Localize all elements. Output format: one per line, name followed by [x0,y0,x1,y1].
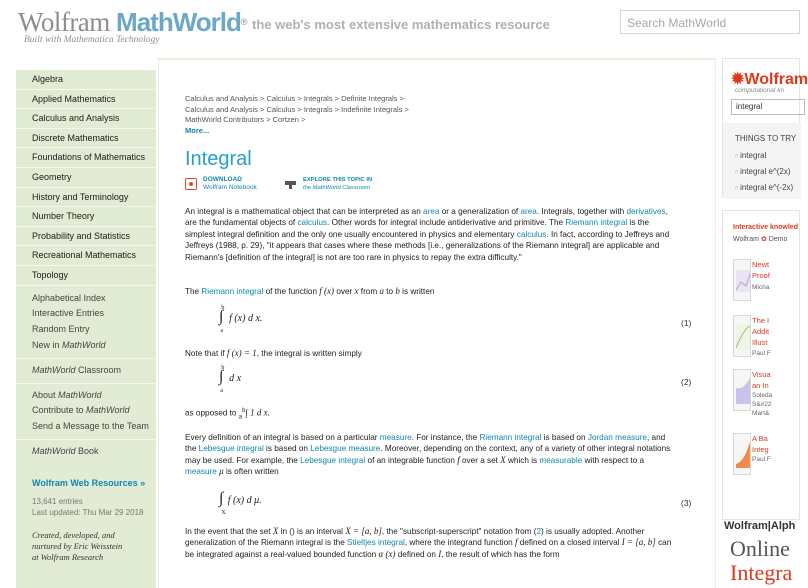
credit-line-3: at Wolfram Research [32,551,104,562]
text: An integral is a mathematical object that can be interpreted as an [185,207,424,216]
link-mathworld-book[interactable] [32,444,156,460]
demo-item[interactable] [733,433,803,481]
integral-heading[interactable]: Integra [730,560,793,585]
download-explore-bar [185,176,485,194]
link-equation-ref[interactable]: 2 [536,527,542,536]
demo-title-line: an In [752,381,769,390]
text: In the event that the set [185,527,273,536]
entries-count: 13,641 entries [32,496,83,506]
classroom-italic: MathWorld [32,364,76,375]
link-about-mathworld[interactable] [32,388,156,404]
sidebar-divider [16,383,156,384]
demo-title-line: The I [752,316,770,325]
nav-topology[interactable]: Topology [16,266,156,286]
text: is based on [541,433,588,442]
demo-author-line: Paul F [752,350,771,357]
new-prefix: New in [32,339,63,350]
try-item-label: integral e^(-2x) [740,183,794,192]
spikey-icon: ✹ [731,71,745,88]
breadcrumb [185,94,409,136]
breadcrumb-more-link[interactable]: More... [185,125,210,135]
right-column [722,58,808,588]
math-interval: X = [a, b] [345,526,382,536]
about-prefix: About [32,389,59,400]
try-item-label: integral e^(2x) [740,167,791,176]
logo-trademark: ® [240,17,248,27]
interactive-knowledge-widget [722,210,800,520]
breadcrumb-line[interactable]: Calculus and Analysis > Calculus > Integrals > Definite Integrals > [185,94,404,103]
text: with respect to a [582,455,645,465]
text: is written [399,287,435,296]
site-header [0,0,800,50]
text: The [185,287,202,296]
about-italic: MathWorld [58,389,102,400]
demonstrations-icon: ✿ [760,236,767,243]
equation-2 [219,364,242,394]
upper-limit: b [221,364,225,371]
download-sublabel[interactable]: Wolfram Notebook [203,184,257,191]
main-content [158,58,716,588]
demo-title-line: Proof [752,271,770,280]
demo-thumbnail [733,259,751,301]
integrand: f (x) d μ. [227,495,262,506]
text: to [383,287,396,296]
link-measure[interactable]: measure [185,467,217,477]
link-wolfram-web-resources[interactable]: Wolfram Web Resources » [32,477,146,488]
demo-thumbnail [733,369,751,411]
site-stats [16,496,156,518]
bullet-icon: ▫ [735,167,738,176]
equation-3 [219,490,262,516]
last-updated: Last updated: Thu Mar 29 2018 [32,507,144,517]
interactive-knowledge-heading: Interactive knowled [733,224,798,231]
text: defined on [395,549,439,559]
credit-line-1: Created, developed, and [32,529,115,540]
link-random-entry[interactable]: Random Entry [32,324,90,335]
page-title: Integral [185,148,252,170]
integral-sign: ∫ [219,490,224,507]
demo-title [752,369,771,391]
demo-title [752,259,770,281]
link-riemann-integral[interactable]: Riemann integral [565,218,628,228]
source-suffix: Demo [766,236,788,243]
try-item[interactable] [735,167,791,176]
contribute-italic: MathWorld [86,405,130,416]
site-tagline: the web's most extensive mathematics resource [252,17,550,32]
try-item[interactable] [735,183,793,192]
explore-sublabel[interactable]: the MathWorld Classroom [303,185,371,191]
credit-line-2: nurtured by Eric Weisstein [32,540,123,551]
math-X: X [500,454,506,465]
demo-title [752,315,769,348]
math-b: b [395,286,400,296]
notebook-icon[interactable] [185,178,197,190]
things-to-try [723,123,801,199]
nav-probability-and-statistics[interactable]: Probability and Statistics [16,227,156,247]
text: Note that if [185,349,227,358]
contribute-prefix: Contribute to [32,405,87,416]
wolfram-alpha-input[interactable]: integral [731,99,805,115]
math-fx: f (x) [319,286,335,296]
demo-title-line: Illust [752,338,768,347]
bullet-icon: ▫ [735,151,738,160]
nav-geometry[interactable]: Geometry [16,168,156,188]
text: or a generalization of [439,207,521,216]
text: . For instance, the [411,433,480,442]
text: is the simplest integral definition and the only one usually encountered in physics and elementary [185,218,650,239]
nav-recreational-mathematics[interactable]: Recreational Mathematics [16,246,156,266]
upper-limit: b [221,304,225,311]
left-sidebar [16,70,156,588]
math-f: f [514,537,518,548]
things-to-try-heading: THINGS TO TRY [735,134,797,143]
sidebar-divider [16,358,156,359]
link-stieltjes-integral[interactable]: Stieltjes integral [347,538,405,548]
link-new-in-mathworld[interactable] [32,338,156,354]
text: , the result of which has the form [441,549,560,559]
math-a: a [379,286,384,296]
math-alpha: α (x) [378,548,396,559]
nav-number-theory[interactable]: Number Theory [16,207,156,227]
link-lebesgue-integral[interactable]: Lebesgue integral [198,444,264,454]
link-interactive-entries[interactable]: Interactive Entries [32,308,105,319]
demo-title-line: Visua [752,370,771,379]
demo-author [752,391,772,418]
link-alphabetical-index[interactable]: Alphabetical Index [32,292,106,303]
text: , are the fundamental objects of [185,207,668,228]
text: ) is usually adopted. Another generalization of the Riemann integral is the [185,527,645,548]
text: . Moreover, depending on the context, any of a variety of other integral notations may be used. For example, the [185,444,671,465]
link-measure[interactable]: measure [379,433,412,442]
demo-thumbnail-graphic [734,434,752,476]
demo-author-line: Micha [752,284,770,291]
demo-author-line: Paul F [752,456,771,463]
math-mu: μ [219,466,224,477]
download-link[interactable]: DOWNLOAD [203,176,242,183]
breadcrumb-line[interactable]: Calculus and Analysis > Calculus > Integrals > Indefinite Integrals > [185,104,409,114]
text: which is [505,455,540,465]
link-mathworld-classroom[interactable] [32,363,156,379]
demo-author [752,349,771,358]
logo-mathworld-text: MathWorld [116,7,241,37]
integral-sign: ∫ [219,308,224,325]
graduation-cap-icon[interactable] [285,178,296,189]
note-paragraph [185,348,675,359]
math-expression: ∫ 1 d x. [245,407,270,418]
link-measurable[interactable]: measurable [539,455,583,465]
site-credit [16,530,156,563]
try-item-label: integral [740,151,767,160]
demo-item[interactable] [733,369,803,417]
demo-item[interactable] [733,259,803,307]
text: over [334,287,355,296]
link-jordan-measure[interactable]: Jordan measure [587,433,647,442]
link-area[interactable]: area [423,207,440,216]
equation-number: (3) [681,498,692,508]
wolfram-logo-text: Wolfram [744,71,808,88]
text: , where the integrand function [404,538,515,548]
sidebar-classroom [16,363,156,379]
demonstrations-source [733,235,787,243]
text: over a set [459,455,501,465]
text: is based on [263,444,311,454]
wolfram-alpha-logo[interactable] [731,69,808,89]
equation-number: (1) [681,318,692,328]
logo-wolfram-text: Wolfram [18,7,110,37]
integrand: d x [229,373,242,384]
text: can be integrated against a real-valued bounded function [185,538,672,559]
equation-1 [219,304,263,334]
nav-history-and-terminology[interactable]: History and Terminology [16,188,156,208]
nav-foundations-of-mathematics[interactable]: Foundations of Mathematics [16,148,156,168]
text: of the function [263,287,320,296]
text: . Integrals, together with [536,207,627,216]
math-condition: f (x) = 1 [226,348,257,358]
stieltjes-paragraph [185,526,675,560]
new-italic: MathWorld [62,339,106,350]
nav-discrete-mathematics[interactable]: Discrete Mathematics [16,129,156,149]
link-area[interactable]: area [520,207,537,216]
try-item[interactable] [735,151,766,160]
demo-title-line: Addit [752,327,770,336]
lower-limit: a [238,414,243,421]
intro-paragraph [185,206,675,263]
source-prefix: Wolfram [733,236,761,243]
lower-limit: a [220,328,224,334]
nav-calculus-and-analysis[interactable]: Calculus and Analysis [16,109,156,129]
sidebar-about [16,388,156,435]
lower-limit: X [221,510,226,516]
text: is often written [223,467,279,477]
math-X: X [272,526,279,536]
demo-author [752,455,771,464]
demo-title-line: Integ [752,445,769,454]
text: , the integral is written simply [256,349,362,358]
demo-author-line: S&#22 [752,401,772,408]
book-italic: MathWorld [32,445,76,456]
breadcrumb-line[interactable]: MathWorld Contributors > Cortzen > [185,115,306,124]
link-lebesgue-measure[interactable]: Lebesgue measure [310,444,381,454]
logo-subtitle: Built with Mathematica Technology [24,35,160,45]
demo-author-line: Soleda [752,392,773,399]
link-contribute[interactable] [32,403,156,419]
link-calculus[interactable]: calculus [516,229,547,239]
link-send-message[interactable]: Send a Message to the Team [32,421,149,432]
demo-thumbnail [733,433,751,475]
demo-thumbnail-graphic [734,316,752,358]
bullet-icon: ▫ [735,183,738,192]
demo-title-line: Newt [752,260,770,269]
demo-thumbnail-graphic [734,260,752,302]
text: . In fact, according to Jeffreys and Jeffreys (1988, p. 29), "it appears that cases where these methods [i.e., generalizations of the Riemann integral] are applicable and Riemann's [definition of the integral] is not are too rare in physics to repay the extra difficulty." [185,229,670,262]
text: of an integrable function [365,455,458,465]
math-x: x [354,286,359,296]
riemann-paragraph [185,286,675,297]
nav-algebra[interactable]: Algebra [16,70,156,90]
link-lebesgue-integral[interactable]: Lebesgue integral [300,455,366,465]
link-calculus[interactable]: calculus [297,218,328,228]
math-interval: I = [a, b] [621,537,656,548]
online-heading[interactable]: Online [730,536,790,561]
sidebar-book [16,444,156,460]
text: as opposed to [185,408,239,418]
demo-thumbnail [733,315,751,357]
wolfram-alpha-label: Wolfram|Alph [724,520,796,532]
text: in () is an interval [278,527,346,536]
sidebar-divider [16,439,156,440]
link-derivatives[interactable]: derivatives [626,207,666,216]
equation-number: (2) [681,377,692,387]
integrand: f (x) d x. [229,313,263,324]
classroom-suffix: Classroom [75,364,122,375]
lower-limit: a [220,388,224,394]
sidebar-links [16,291,156,354]
integral-sign: ∫ [219,368,224,385]
demo-item[interactable] [733,315,803,363]
text: . Other words for integral include antiderivative and primitive. The [327,218,566,228]
opposed-paragraph [185,406,675,424]
link-riemann-integral[interactable]: Riemann integral [479,433,542,442]
math-I: I [438,548,442,559]
text: defined on a closed interval [517,538,622,548]
demo-title [752,433,769,455]
nav-applied-mathematics[interactable]: Applied Mathematics [16,90,156,110]
wolfram-alpha-widget [722,58,808,198]
demo-thumbnail-graphic [734,370,752,412]
measure-paragraph [185,432,675,478]
wolfram-mathworld-logo[interactable] [18,8,247,36]
text: Every definition of an integral is based on a particular [185,433,380,442]
demo-author [752,283,769,292]
text: , and the [185,433,666,454]
wolfram-alpha-subtitle: computational kn [735,87,785,94]
explore-link[interactable]: EXPLORE THIS TOPIC IN [303,177,373,183]
book-suffix: Book [75,445,99,456]
upper-limit: b [242,408,246,414]
text: from [358,287,380,296]
link-riemann-integral[interactable]: Riemann integral [201,287,264,296]
math-f: f [457,454,460,465]
demo-author-line: Mart& [752,410,770,417]
demo-title-line: A Ba [752,434,768,443]
text: , the "subscript-superscript" notation from ( [381,527,537,536]
search-input[interactable]: Search MathWorld [620,10,800,34]
